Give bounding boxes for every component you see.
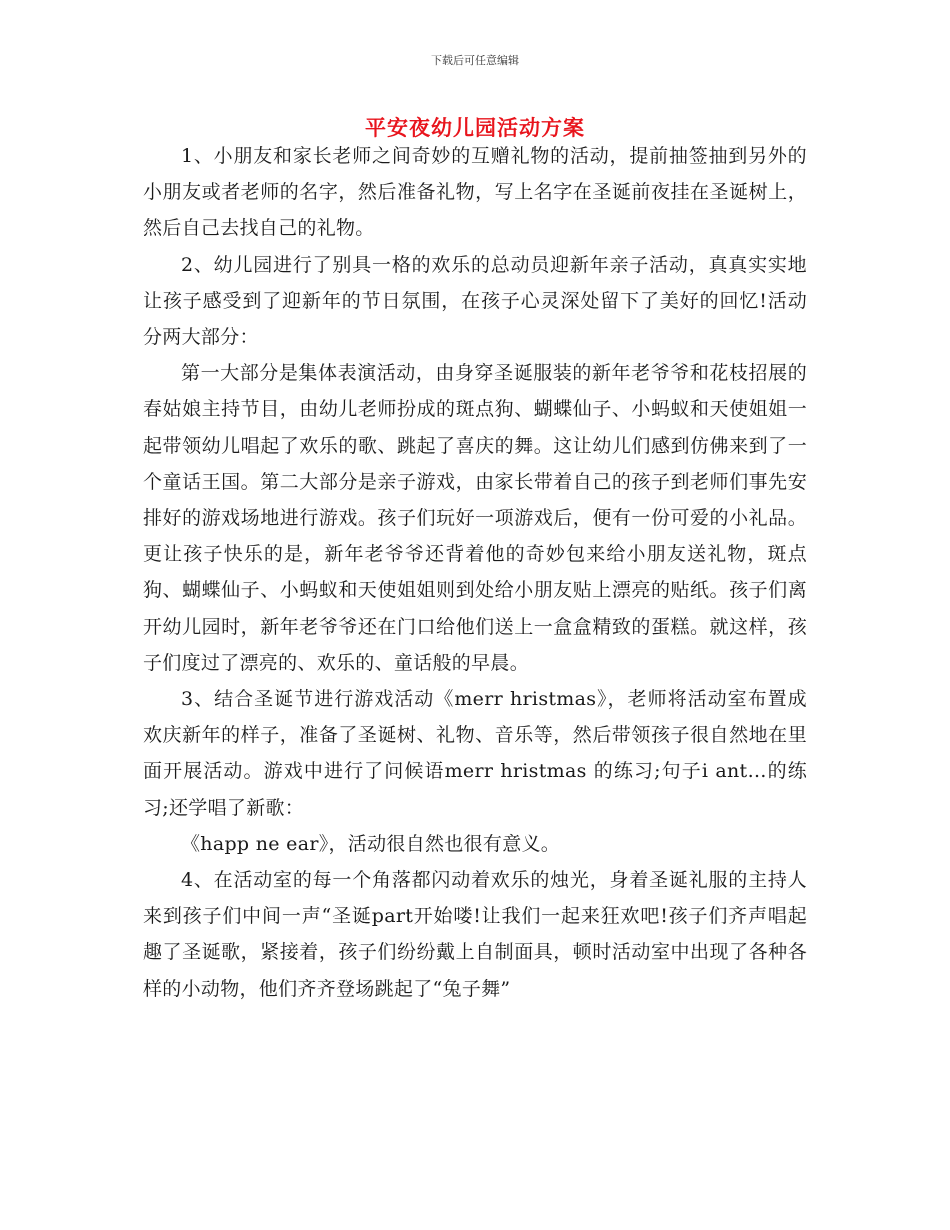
paragraph-new-song: 《happ ne ear》，活动很自然也很有意义。	[181, 832, 561, 855]
paragraph-new-year-activity: 2、幼儿园进行了别具一格的欢乐的总动员迎新年亲子活动，真真实实地让孩子感受到了迎新年的节日氛围，在孩子心灵深处留下了美好的回忆!活动分两大部分：	[143, 253, 807, 349]
paragraph-christmas-game: 3、结合圣诞节进行游戏活动《merr hristmas》，老师将活动室布置成欢庆新年的样子，准备了圣诞树、礼物、音乐等，然后带领孩子很自然地在里面开展活动。游戏中进行了问候语merr hristmas 的练习;句子i ant…的练习;还学唱了新歌：	[143, 688, 807, 819]
paragraph-candlelight: 4、在活动室的每一个角落都闪动着欢乐的烛光，身着圣诞礼服的主持人来到孩子们中间一声“圣诞part开始喽!让我们一起来狂欢吧!孩子们齐声唱起趣了圣诞歌，紧接着，孩子们纷纷戴上自制面具，顿时活动室中出现了各种各样的小动物，他们齐齐登场跳起了“兔子舞”	[143, 869, 807, 1000]
paragraph-gift-exchange: 1、小朋友和家长老师之间奇妙的互赠礼物的活动，提前抽签抽到另外的小朋友或者老师的名字，然后准备礼物，写上名字在圣诞前夜挂在圣诞树上，然后自己去找自己的礼物。	[143, 145, 807, 240]
document-body	[143, 138, 807, 1007]
document-title: 平安夜幼儿园活动方案	[365, 116, 585, 140]
paragraph-two-parts: 第一大部分是集体表演活动，由身穿圣诞服装的新年老爷爷和花枝招展的春姑娘主持节目，由幼儿老师扮成的斑点狗、蝴蝶仙子、小蚂蚁和天使姐姐一起带领幼儿唱起了欢乐的歌、跳起了喜庆的舞。这让幼儿们感到仿佛来到了一个童话王国。第二大部分是亲子游戏，由家长带着自己的孩子到老师们事先安排好的游戏场地进行游戏。孩子们玩好一项游戏后，便有一份可爱的小礼品。更让孩子快乐的是，新年老爷爷还背着他的奇妙包来给小朋友送礼物，斑点狗、蝴蝶仙子、小蚂蚁和天使姐姐则到处给小朋友贴上漂亮的贴纸。孩子们离开幼儿园时，新年老爷爷还在门口给他们送上一盒盒精致的蛋糕。就这样，孩子们度过了漂亮的、欢乐的、童话般的早晨。	[143, 362, 807, 674]
header-note: 下载后可任意编辑	[431, 54, 519, 67]
